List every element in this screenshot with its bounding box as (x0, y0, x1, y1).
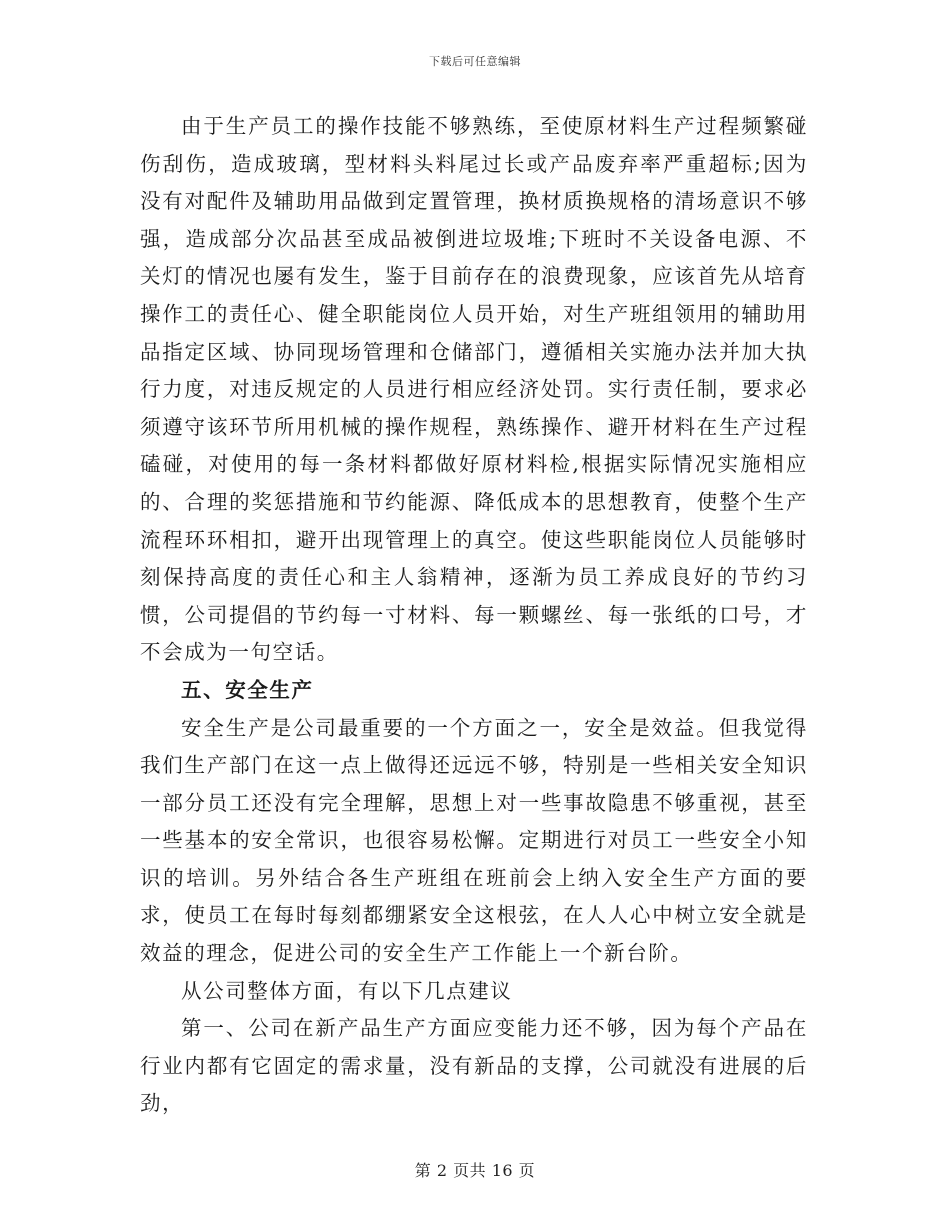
paragraph-suggestions-intro: 从公司整体方面，有以下几点建议 (181, 978, 513, 1003)
paragraph-suggestion-one: 第一、公司在新产品生产方面应变能力还不够，因为每个产品在行业内都有它固定的需求量，没有新品的支撑，公司就没有进展的后劲， (140, 1016, 808, 1116)
document-body (140, 108, 808, 1123)
page-header: 下载后可任意编辑 (429, 55, 521, 68)
page-number: 第 2 页共 16 页 (414, 1161, 536, 1180)
paragraph-waste-management: 由于生产员工的操作技能不够熟练，至使原材料生产过程频繁碰伤刮伤，造成玻璃，型材料头料尾过长或产品废弃率严重超标;因为没有对配件及辅助用品做到定置管理，换材质换规格的清场意识不够强，造成部分次品甚至成品被倒进垃圾堆;下班时不关设备电源、不关灯的情况也屡有发生，鉴于目前存在的浪费现象，应该首先从培育操作工的责任心、健全职能岗位人员开始，对生产班组领用的辅助用品指定区域、协同现场管理和仓储部门，遵循相关实施办法并加大执行力度，对违反规定的人员进行相应经济处罚。实行责任制，要求必须遵守该环节所用机械的操作规程，熟练操作、避开材料在生产过程磕碰，对使用的每一条材料都做好原材料检,根据实际情况实施相应的、合理的奖惩措施和节约能源、降低成本的思想教育，使整个生产流程环环相扣，避开出现管理上的真空。使这些职能岗位人员能够时刻保持高度的责任心和主人翁精神，逐渐为员工养成良好的节约习惯，公司提倡的节约每一寸材料、每一颗螺丝、每一张纸的口号，才不会成为一句空话。 (140, 114, 808, 665)
section-heading-safety: 五、安全生产 (181, 677, 314, 702)
paragraph-safety-production: 安全生产是公司最重要的一个方面之一，安全是效益。但我觉得我们生产部门在这一点上做得还远远不够，特别是一些相关安全知识一部分员工还没有完全理解，思想上对一些事故隐患不够重视，甚至一些基本的安全常识，也很容易松懈。定期进行对员工一些安全小知识的培训。另外结合各生产班组在班前会上纳入安全生产方面的要求，使员工在每时每刻都绷紧安全这根弦，在人人心中树立安全就是效益的理念，促进公司的安全生产工作能上一个新台阶。 (140, 715, 808, 966)
